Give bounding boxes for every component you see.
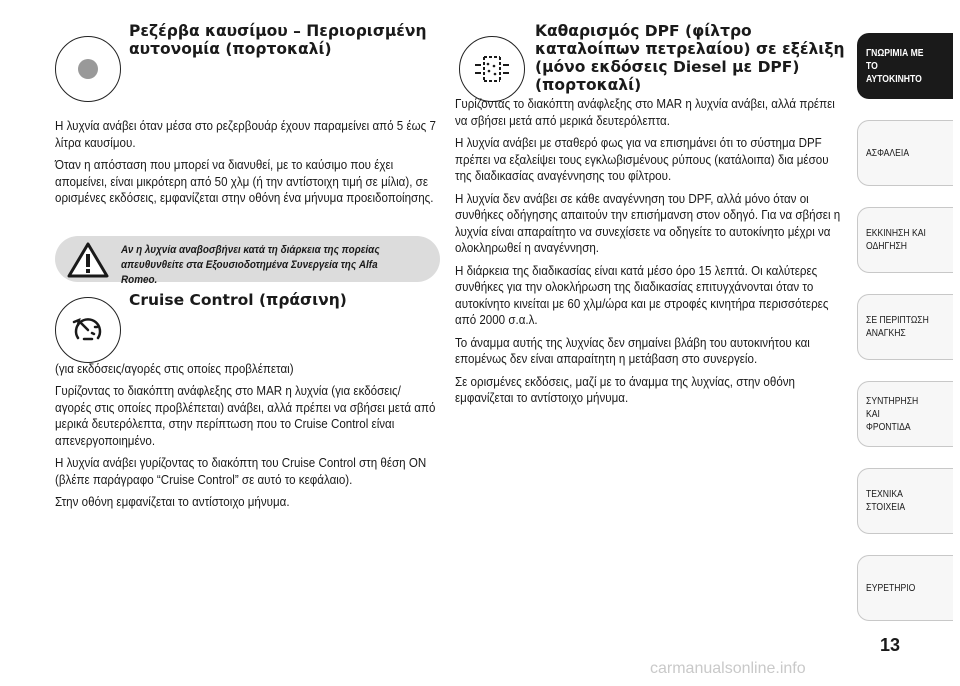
paragraph: Όταν η απόσταση που μπορεί να διανυθεί, με το καύσιμο που έχει απομείνει, είναι μικρότερη από 50 χλμ (ή την αντίστοιχη τιμή σε μίλια), σε ορισμένες εκδόσεις, εμφανίζεται στην οθόνη ένα μήνυμα προειδοποίησης. [55, 158, 434, 205]
paragraph: Το άναμμα αυτής της λυχνίας δεν σημαίνει βλάβη του αυτοκινήτου και επομένως δεν είναι απαραίτητη η μετάβαση στο συνεργείο. [455, 335, 810, 366]
fuel-reserve-header [55, 22, 440, 88]
paragraph: Η λυχνία ανάβει γυρίζοντας το διακόπτη του Cruise Control στη θέση ON (βλέπε παράγραφο “Cruise Control” σε αυτό το κεφάλαιο). [55, 456, 427, 487]
fuel-reserve-light-icon [55, 36, 121, 102]
paragraph: Η λυχνία ανάβει με σταθερό φως για να επισημάνει ότι το σύστημα DPF πρέπει να εξαλείψει τους εγκλωβισμένους ρύπους (κατάλοιπα) δια μέσου της διαδικασίας αναγέννησης του φίλτρου. [455, 136, 829, 183]
paragraph: Γυρίζοντας το διακόπτη ανάφλεξης στο MAR η λυχνία (για εκδόσεις/ αγορές στις οποίες προβλέπεται) ανάβει, αλλά πρέπει να σβήσει μετά από μερικά δευτερόλεπτα, στην περίπτωση που το Cruise Control είναι απενεργοποιημένο. [55, 384, 436, 448]
dpf-filter-icon [459, 36, 525, 102]
paragraph: Σε ορισμένες εκδόσεις, μαζί με το άναμμα της λυχνίας, στην οθόνη εμφανίζεται το αντίστοιχο μήνυμα. [455, 374, 795, 405]
cruise-control-title: Cruise Control (πράσινη) [129, 290, 347, 309]
tab-label: ΤΕΧΝΙΚΑ ΣΤΟΙΧΕΙΑ [866, 488, 906, 513]
tab-label: ΑΣΦΑΛΕΙΑ [866, 146, 910, 159]
warning-triangle-icon [67, 242, 109, 278]
paragraph: Η διάρκεια της διαδικασίας είναι κατά μέσο όρο 15 λεπτά. Οι καλύτερες συνθήκες για την ολοκλήρωση της διαδικασίας επιτυγχάνονται όταν το αυτοκίνητο κινείται με 60 χλμ/ώρα και με στροφές κινητήρα περισσότερες από 2000 σ.α.λ. [455, 263, 829, 327]
page-number: 13 [880, 635, 901, 655]
fuel-reserve-body [55, 118, 438, 207]
tab-label: ΕΚΚΙΝΗΣΗ ΚΑΙ ΟΔΗΓΗΣΗ [866, 227, 926, 252]
tab-getting-to-know-car[interactable] [857, 33, 953, 99]
tab-label: ΣΕ ΠΕΡΙΠΤΩΣΗ ΑΝΑΓΚΗΣ [866, 314, 929, 339]
dpf-title: Καθαρισμός DPF (φίλτρο καταλοίπων πετρελαίου) σε εξέλιξη (μόνο εκδόσεις Diesel με DPF) (πορτοκαλί) [535, 22, 845, 94]
cruise-control-icon [55, 297, 121, 363]
cruise-control-header [55, 291, 440, 357]
cruise-control-body [55, 361, 438, 511]
warning-text: Αν η λυχνία αναβοσβήνει κατά τη διάρκεια της πορείας απευθυνθείτε στα Εξουσιοδοτημένα Συνεργεία της Alfa Romeo. [121, 244, 380, 286]
paragraph: Στην οθόνη εμφανίζεται το αντίστοιχο μήνυμα. [55, 495, 290, 509]
tab-safety[interactable] [857, 120, 953, 186]
paragraph: (για εκδόσεις/αγορές στις οποίες προβλέπεται) [55, 361, 294, 376]
dpf-body [455, 96, 842, 407]
paragraph: Γυρίζοντας το διακόπτη ανάφλεξης στο MAR η λυχνία ανάβει, αλλά πρέπει να σβήσει μετά από μερικά δευτερόλεπτα. [455, 97, 835, 128]
chapter-sidebar [857, 33, 960, 633]
tab-label: ΕΥΡΕΤΗΡΙΟ [866, 581, 916, 594]
tab-emergency[interactable] [857, 294, 953, 360]
tab-index[interactable] [857, 555, 953, 621]
warning-note [55, 236, 440, 286]
dpf-header [455, 22, 845, 94]
tab-label: ΣΥΝΤΗΡΗΣΗ ΚΑΙ ΦΡΟΝΤΙΔΑ [866, 394, 919, 433]
fuel-reserve-title: Ρεζέρβα καυσίμου – Περιορισμένη αυτονομία (πορτοκαλί) [129, 22, 427, 58]
tab-technical-data[interactable] [857, 468, 953, 534]
paragraph: Η λυχνία ανάβει όταν μέσα στο ρεζερβουάρ έχουν παραμείνει από 5 έως 7 λίτρα καυσίμου. [55, 119, 436, 150]
right-column [455, 22, 845, 413]
paragraph: Η λυχνία δεν ανάβει σε κάθε αναγέννηση του DPF, αλλά μόνο όταν οι συνθήκες οδήγησης απαιτούν την επισήμανση στον οδηγό. Για να σβήσει η λυχνία είναι απαραίτητο να συνεχίσετε να οδηγείτε το αυτοκίνητο μέχρι να ολοκληρωθεί η αναγέννηση. [455, 191, 841, 255]
tab-label: ΓΝΩΡΙΜΙΑ ΜΕ ΤΟ ΑΥΤΟΚΙΝΗΤΟ [866, 46, 924, 85]
tab-starting-driving[interactable] [857, 207, 953, 273]
watermark-text: carmanualsonline.info [650, 660, 806, 677]
tab-maintenance[interactable] [857, 381, 953, 447]
